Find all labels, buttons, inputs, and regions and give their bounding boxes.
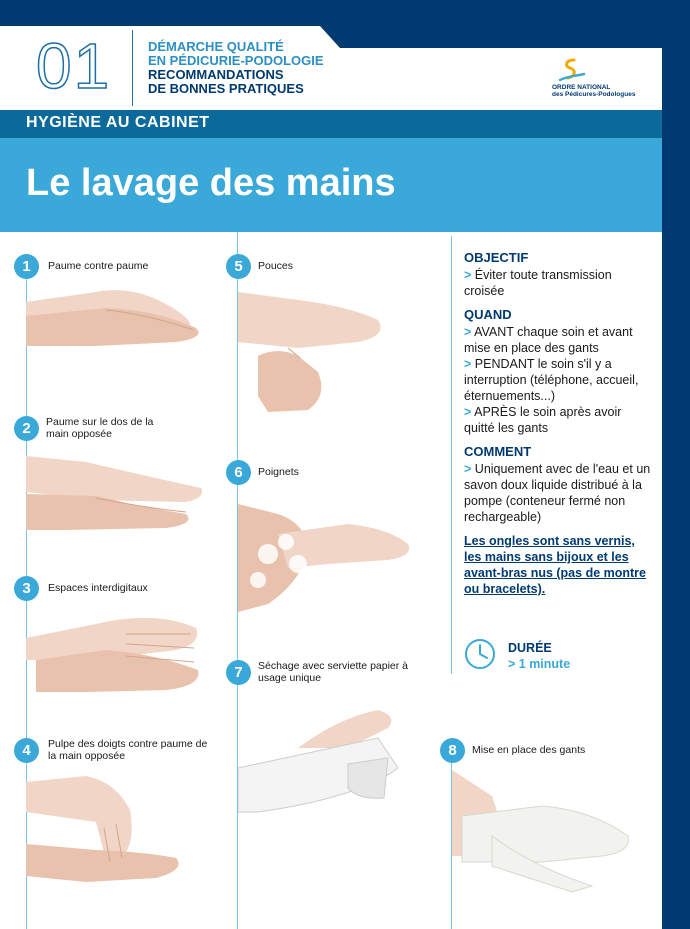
warning-text: Les ongles sont sans vernis, les mains sans bijoux et les avant-bras nus (pas de montre ou bracelets).: [464, 534, 646, 596]
column-line-3: [451, 236, 452, 674]
step-number-6: 6: [226, 460, 251, 485]
step-label-8: Mise en place des gants: [472, 744, 586, 756]
step-number-4: 4: [14, 738, 39, 763]
hands-palm-to-palm-photo: [26, 280, 206, 350]
step-number-5: 5: [226, 254, 251, 279]
duree-block: [464, 638, 654, 674]
section-title: HYGIÈNE AU CABINET: [26, 114, 210, 131]
step-label-5: Pouces: [258, 260, 294, 272]
comment-text: Uniquement avec de l'eau et un savon doux liquide distribué à la pompe (conteneur fermé non rechargeable): [464, 462, 651, 524]
hands-drying-photo: [238, 708, 418, 818]
page-title: Le lavage des mains: [26, 162, 396, 204]
header-line-1: DÉMARCHE QUALITÉ: [148, 39, 284, 54]
document-number: 01: [36, 30, 112, 102]
step-number-8: 8: [440, 738, 465, 763]
quand-item-2: PENDANT le soin s'il y a interruption (téléphone, accueil, éternuements...): [464, 357, 639, 403]
quand-section: QUAND > AVANT chaque soin et avant mise en place des gants > PENDANT le soin s'il y a interruption (téléphone, accueil, éternuements...) > APRÈS le soin après avoir quitté les gants: [464, 307, 654, 436]
hands-fingertips-photo: [26, 772, 206, 892]
step-label-7: Séchage avec serviette papier à usage unique: [258, 660, 409, 684]
header-notch: [320, 26, 690, 48]
header-divider: [132, 30, 133, 106]
top-band: [0, 0, 690, 26]
quand-heading: QUAND: [464, 307, 512, 322]
hands-interdigital-photo: [26, 604, 206, 694]
step-number-1: 1: [14, 254, 39, 279]
info-sidebar: [464, 250, 654, 597]
duree-value: > 1 minute: [508, 657, 571, 671]
step-number-2: 2: [14, 416, 39, 441]
logo-line-2: des Pédicures-Podologues: [552, 91, 636, 98]
ordre-logo-icon: [556, 58, 586, 84]
hands-wrists-photo: [238, 494, 418, 614]
step-label-1: Paume contre paume: [48, 260, 149, 272]
logo-text: [552, 84, 635, 98]
step-number-7: 7: [226, 660, 251, 685]
step-label-6: Poignets: [258, 466, 299, 478]
step-number-3: 3: [14, 576, 39, 601]
header-line-4: DE BONNES PRATIQUES: [148, 81, 304, 96]
step-label-2: Paume sur le dos de la main opposée: [46, 416, 154, 440]
comment-heading: COMMENT: [464, 444, 532, 459]
step-label-4: Pulpe des doigts contre paume de la main opposée: [48, 738, 208, 762]
clock-icon: [464, 638, 496, 670]
right-border: [662, 0, 690, 929]
objectif-section: [464, 250, 654, 299]
duree-label: DURÉE: [508, 641, 552, 655]
header-line-2: EN PÉDICURIE-PODOLOGIE: [148, 53, 324, 68]
objectif-arrow: >: [464, 268, 472, 282]
quand-item-3: APRÈS le soin après avoir quitté les gants: [464, 405, 622, 435]
comment-section: COMMENT > Uniquement avec de l'eau et un savon doux liquide distribué à la pompe (conteneur fermé non rechargeable): [464, 444, 654, 525]
hands-palm-on-back-photo: [26, 452, 206, 532]
header-line-3: RECOMMANDATIONS: [148, 67, 284, 82]
quand-item-1: AVANT chaque soin et avant mise en place des gants: [464, 325, 633, 355]
objectif-heading: OBJECTIF: [464, 250, 529, 265]
hands-gloves-photo: [452, 766, 632, 896]
hands-thumbs-photo: [238, 286, 418, 416]
ordre-logo: [548, 58, 658, 98]
step-label-3: Espaces interdigitaux: [48, 582, 148, 594]
objectif-text: Éviter toute transmission croisée: [464, 268, 612, 298]
logo-line-1: ORDRE NATIONAL: [552, 84, 611, 91]
header-text: [148, 40, 324, 96]
